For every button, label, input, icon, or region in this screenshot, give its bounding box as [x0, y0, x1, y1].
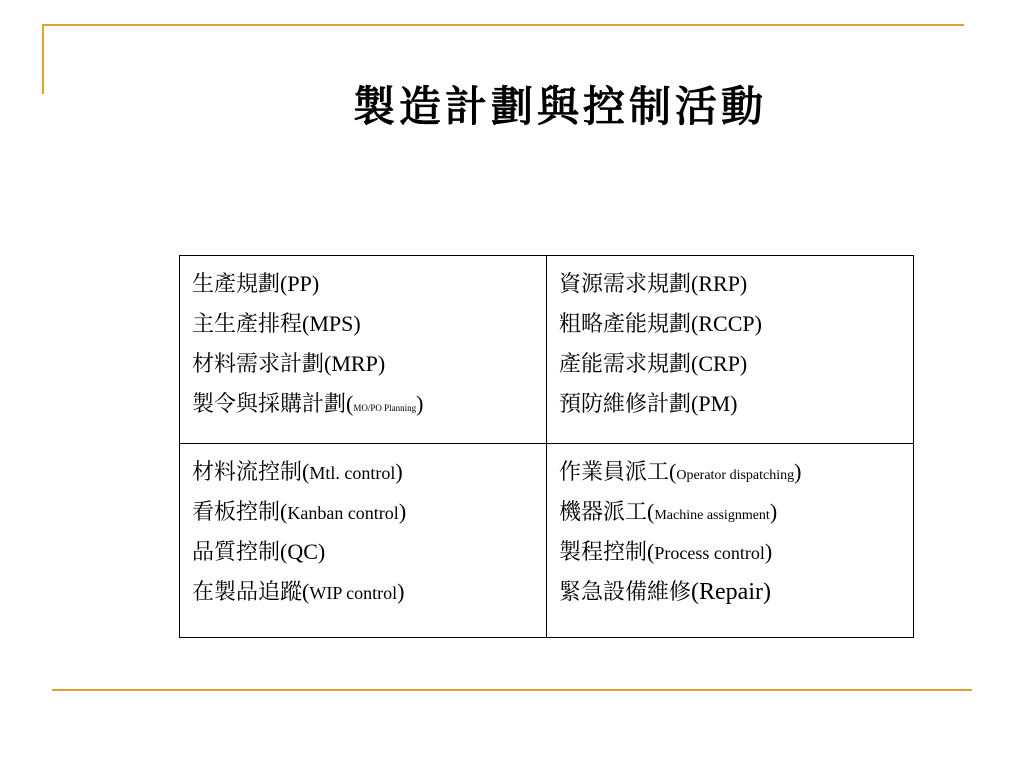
- term-english: (PP): [280, 271, 320, 296]
- term-english: WIP control: [309, 583, 398, 603]
- slide-title: 製造計劃與控制活動: [352, 82, 767, 131]
- table-line: [559, 532, 903, 572]
- term-chinese: 材料需求計劃: [192, 352, 325, 377]
- term-chinese: 粗略產能規劃: [559, 312, 692, 337]
- bottom-accent-line: [52, 689, 972, 691]
- term-english: (MPS): [302, 311, 361, 336]
- table-line: [192, 344, 536, 384]
- table-line: [192, 452, 536, 492]
- table-line: [559, 384, 903, 424]
- cell-bottom-left: [180, 444, 547, 638]
- paren-open: (: [647, 539, 655, 564]
- term-chinese: 品質控制: [192, 540, 281, 565]
- table-line: [192, 532, 536, 572]
- table-line: [559, 492, 903, 532]
- table-line: [559, 304, 903, 344]
- term-chinese: 機器派工: [559, 500, 648, 525]
- table-line: [559, 572, 903, 612]
- table-line: [192, 264, 536, 304]
- term-english: (MRP): [324, 351, 386, 376]
- term-english: Process control: [654, 543, 765, 563]
- term-chinese: 作業員派工: [559, 460, 670, 485]
- paren-close: ): [794, 459, 802, 484]
- term-chinese: 生產規劃: [192, 272, 281, 297]
- paren-open: (: [302, 579, 310, 604]
- term-chinese: 主生產排程: [192, 312, 303, 337]
- term-english: MO/PO Planning: [353, 403, 417, 413]
- term-chinese: 材料流控制: [192, 460, 303, 485]
- cell-bottom-right: [547, 444, 914, 638]
- planning-control-table: [179, 255, 914, 638]
- term-english: (CRP): [691, 351, 748, 376]
- paren-open: (: [647, 499, 655, 524]
- table-line: [192, 572, 536, 612]
- term-english: (QC): [280, 539, 326, 564]
- term-chinese: 製程控制: [559, 540, 648, 565]
- term-chinese: 看板控制: [192, 500, 281, 525]
- table-line: [559, 264, 903, 304]
- cell-top-left: [180, 256, 547, 444]
- term-english: (PM): [691, 391, 738, 416]
- term-english: Operator dispatching: [676, 468, 795, 483]
- table-line: [192, 384, 536, 424]
- term-english: Mtl. control: [309, 463, 396, 483]
- top-accent-line: [42, 24, 964, 26]
- paren-open: (: [302, 459, 310, 484]
- paren-close: ): [398, 499, 407, 524]
- paren-open: (: [669, 459, 677, 484]
- table-line: [192, 304, 536, 344]
- term-english: Machine assignment: [654, 508, 770, 523]
- paren-close: ): [764, 539, 773, 564]
- term-english: (Repair): [691, 579, 771, 605]
- table-line: [559, 344, 903, 384]
- paren-open: (: [280, 499, 288, 524]
- paren-open: (: [346, 391, 354, 416]
- paren-close: ): [416, 391, 424, 416]
- term-chinese: 製令與採購計劃: [192, 392, 347, 417]
- table-line: [559, 452, 903, 492]
- term-english: (RCCP): [691, 311, 762, 336]
- paren-close: ): [769, 499, 778, 524]
- paren-close: ): [395, 459, 403, 484]
- term-chinese: 資源需求規劃: [559, 272, 692, 297]
- term-chinese: 緊急設備維修: [559, 580, 692, 605]
- term-english: (RRP): [691, 271, 748, 296]
- term-chinese: 預防維修計劃: [559, 392, 692, 417]
- paren-close: ): [397, 579, 405, 604]
- term-chinese: 在製品追蹤: [192, 580, 303, 605]
- left-accent-line: [42, 24, 44, 94]
- term-chinese: 產能需求規劃: [559, 352, 692, 377]
- table-line: [192, 492, 536, 532]
- term-english: Kanban control: [287, 503, 399, 523]
- cell-top-right: [547, 256, 914, 444]
